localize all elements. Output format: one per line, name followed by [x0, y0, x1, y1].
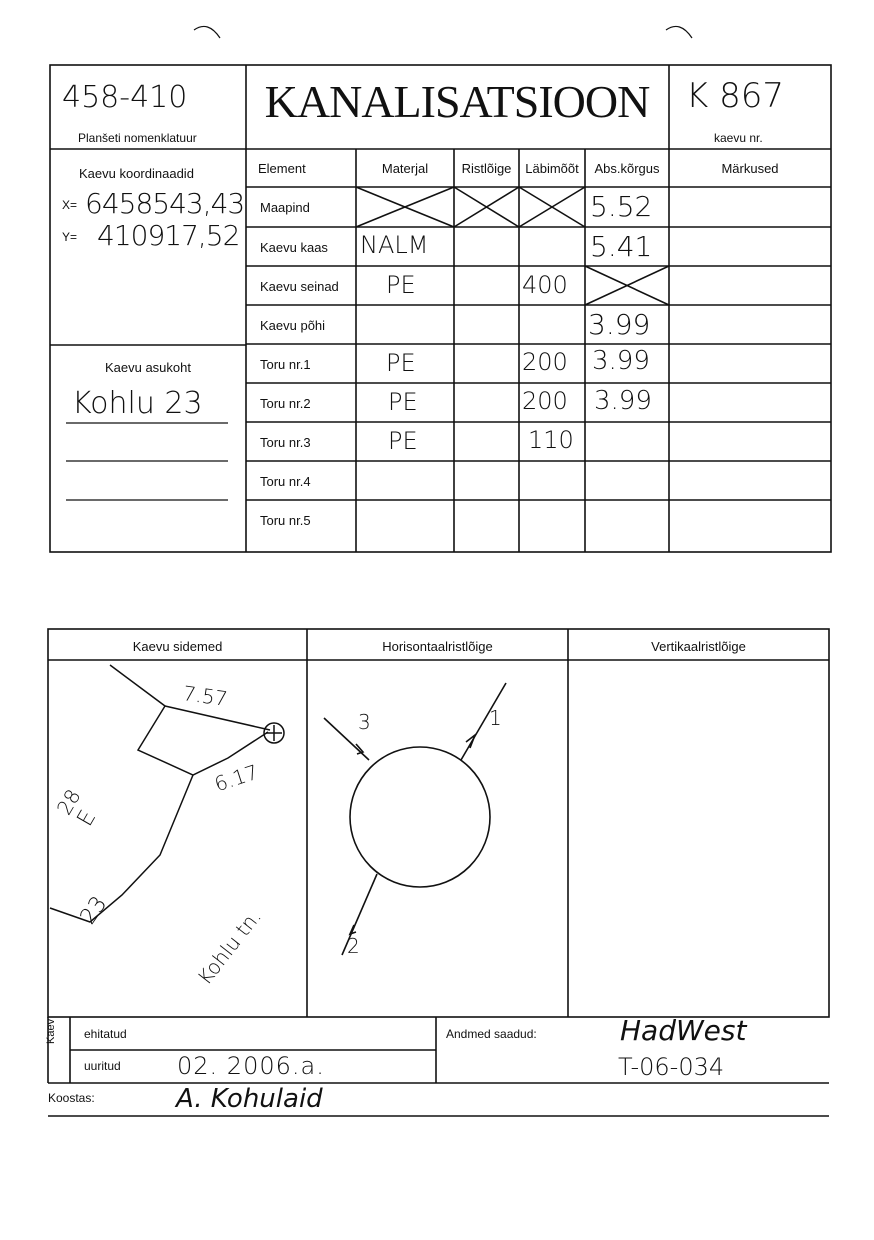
surveyed-value: 02. 2006.a.: [177, 1052, 325, 1080]
well-number-value: K 867: [686, 76, 784, 116]
surveyed-label: uuritud: [84, 1059, 121, 1073]
well-number-label: kaevu nr.: [714, 131, 763, 145]
cell-material: NALM: [360, 231, 429, 259]
location-value: Kohlu 23: [72, 386, 203, 421]
header-cross-section: Ristlõige: [461, 161, 512, 176]
cell-height: 3.99: [588, 308, 651, 341]
cell-height: 5.41: [590, 230, 653, 263]
house-number-label: 23: [75, 891, 113, 930]
row-label: Kaevu põhi: [260, 318, 326, 333]
row-label: Toru nr.2: [260, 396, 311, 411]
panel-title-horizontal: Horisontaalristlõige: [382, 639, 493, 654]
plansheet-value: 458-410: [62, 80, 188, 115]
compiled-label: Koostas:: [48, 1091, 95, 1105]
coordinates-label: Kaevu koordinaadid: [79, 166, 194, 181]
row-label: Toru nr.4: [260, 474, 311, 489]
street-label: Kohlu tn.: [192, 904, 266, 990]
cell-material: PE: [388, 388, 418, 416]
data-source-label: Andmed saadud:: [446, 1027, 537, 1041]
cell-height: 5.52: [590, 190, 653, 223]
distance-label: 7.57: [181, 681, 229, 711]
cell-material: PE: [386, 349, 416, 377]
pipe-number: 3: [358, 710, 371, 734]
row-label: Maapind: [260, 200, 310, 215]
plansheet-label: Planšeti nomenklatuur: [78, 131, 197, 145]
row-label: Toru nr.1: [260, 357, 311, 372]
panel-title-vertical: Vertikaalristlõige: [651, 639, 746, 654]
location-label: Kaevu asukoht: [104, 360, 191, 375]
house-number-label: 28: [51, 784, 86, 820]
distance-label: 6.17: [211, 759, 262, 797]
header-diameter: Läbimõõt: [525, 161, 579, 176]
x-coordinate: 6458543,43: [85, 187, 245, 220]
header-remarks: Märkused: [721, 161, 779, 176]
cell-material: PE: [388, 427, 418, 455]
pipe-number: 2: [347, 934, 360, 958]
y-coordinate: 410917,52: [97, 219, 240, 252]
data-source-code: T-06-034: [618, 1053, 725, 1081]
cell-height: 3.99: [594, 386, 652, 416]
row-label: Toru nr.5: [260, 513, 311, 528]
row-label: Toru nr.3: [260, 435, 311, 450]
well-links-sketch: [50, 665, 284, 922]
pipe-number: 1: [489, 706, 502, 730]
data-source-value: HadWest: [620, 1014, 747, 1047]
side-label: Kaev: [45, 1018, 57, 1044]
cell-diameter: 400: [522, 271, 568, 299]
y-prefix: Y=: [62, 230, 78, 244]
row-label: Kaevu kaas: [260, 240, 328, 255]
cell-diameter: 110: [528, 426, 574, 454]
cell-height: 3.99: [592, 346, 650, 376]
cell-material: PE: [386, 271, 416, 299]
row-label: Kaevu seinad: [260, 279, 339, 294]
header-abs-height: Abs.kõrgus: [594, 161, 660, 176]
x-prefix: X=: [62, 198, 78, 212]
cell-diameter: 200: [522, 387, 568, 415]
compiled-value: A. Kohulaid: [176, 1084, 323, 1114]
built-label: ehitatud: [84, 1027, 127, 1041]
header-material: Materjal: [381, 161, 429, 176]
cell-diameter: 200: [522, 348, 568, 376]
horizontal-section-drawing: [324, 683, 506, 955]
header-element: Element: [258, 161, 306, 176]
panel-title-links: Kaevu sidemed: [132, 639, 223, 654]
house-letter-label: E: [72, 806, 102, 831]
page-title: KANALISATSIOON: [264, 76, 650, 127]
